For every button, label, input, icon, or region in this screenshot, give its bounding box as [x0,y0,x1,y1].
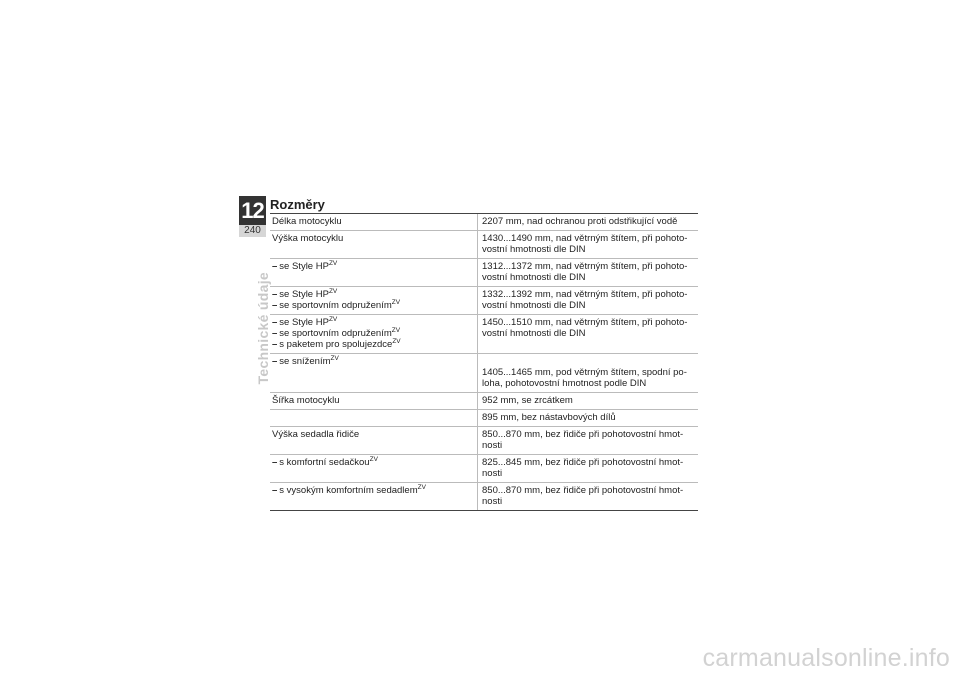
spec-label-cell [270,315,478,353]
spec-value-cell [478,315,698,353]
spec-label [272,216,473,227]
spec-label-text: Šířka motocyklu [272,395,340,406]
page-number: 240 [239,225,266,237]
spec-label [272,339,473,350]
spec-label [272,300,473,311]
dash-bullet: – [272,317,278,328]
spec-value: nosti [482,468,503,479]
spec-label-text: se sportovním odpružením [279,300,392,311]
table-row [270,231,698,259]
spec-label-text: se sportovním odpružením [279,328,392,339]
spec-label [272,289,473,300]
spec-label-text: Délka motocyklu [272,216,342,227]
spec-value: 850...870 mm, bez řidiče při pohotovostní hmot- [482,429,684,440]
spec-value: vostní hmotnosti dle DIN [482,300,586,311]
accessory-superscript: ZV [328,288,338,295]
spec-value: 850...870 mm, bez řidiče při pohotovostní hmot- [482,485,684,496]
chapter-side-label: Technické údaje [255,272,271,385]
accessory-superscript: ZV [392,338,401,345]
table-row [270,410,698,427]
table-row [270,427,698,455]
dash-bullet: – [272,356,278,367]
spec-label [272,356,473,367]
spec-value-cell [478,393,698,409]
chapter-number: 12 [239,196,266,225]
spec-label-cell [270,393,478,409]
spec-label [272,328,473,339]
spec-label-cell [270,259,478,286]
dash-bullet: – [272,289,278,300]
spec-label [272,395,473,406]
spec-label-text: Výška sedadla řidiče [272,429,360,440]
spec-value: 1312...1372 mm, nad větrným štítem, při pohoto- [482,261,688,272]
dimensions-table [270,213,698,511]
spec-value [482,356,696,367]
table-row [270,259,698,287]
table-row [270,214,698,231]
chapter-tab [239,196,266,240]
spec-label-cell [270,410,478,426]
spec-label-text: Výška motocyklu [272,233,344,244]
spec-label-cell [270,354,478,392]
accessory-superscript: ZV [391,299,401,306]
spec-value: nosti [482,496,503,507]
spec-value: vostní hmotnosti dle DIN [482,328,586,339]
spec-label-cell [270,214,478,230]
spec-label-text: s paketem pro spolujezdce [279,339,393,350]
spec-value-cell [478,483,698,510]
spec-label-cell [270,287,478,314]
table-row [270,455,698,483]
spec-value: 952 mm, se zrcátkem [482,395,573,406]
spec-value: 1450...1510 mm, nad větrným štítem, při pohoto- [482,317,688,328]
watermark: carmanualsonline.info [702,644,950,672]
dash-bullet: – [272,328,278,339]
spec-value: 1430...1490 mm, nad větrným štítem, při pohoto- [482,233,688,244]
spec-label-cell [270,427,478,454]
dash-bullet: – [272,261,278,272]
dash-bullet: – [272,485,278,496]
spec-label-text: se Style HP [279,289,329,300]
spec-label-text: se snížením [279,356,331,367]
spec-label [272,233,473,244]
section-title: Rozměry [270,197,325,212]
accessory-superscript: ZV [391,327,401,334]
spec-label-text: s komfortní sedačkou [279,457,370,468]
accessory-superscript: ZV [330,355,339,362]
spec-label [272,317,473,328]
spec-value: vostní hmotnosti dle DIN [482,244,586,255]
spec-value: vostní hmotnosti dle DIN [482,272,586,283]
spec-value: 1332...1392 mm, nad větrným štítem, při pohoto- [482,289,688,300]
spec-value-cell [478,259,698,286]
table-row [270,287,698,315]
spec-value-cell [478,231,698,258]
spec-value: 825...845 mm, bez řidiče při pohotovostní hmot- [482,457,684,468]
spec-value-cell [478,354,698,392]
spec-value-cell [478,455,698,482]
spec-value-cell [478,410,698,426]
spec-value: 895 mm, bez nástavbových dílů [482,412,616,423]
accessory-superscript: ZV [369,456,378,463]
spec-value-cell [478,287,698,314]
table-row [270,393,698,410]
spec-label-text: s vysokým komfortním sedadlem [279,485,418,496]
accessory-superscript: ZV [328,316,338,323]
table-row [270,354,698,393]
dash-bullet: – [272,339,278,350]
spec-value: loha, pohotovostní hmotnost podle DIN [482,378,647,389]
spec-label [272,429,473,440]
spec-value-cell [478,214,698,230]
dash-bullet: – [272,300,278,311]
spec-label [272,261,473,272]
spec-label-cell [270,455,478,482]
spec-value: nosti [482,440,503,451]
dash-bullet: – [272,457,278,468]
spec-label-text: se Style HP [279,261,329,272]
table-row [270,315,698,354]
accessory-superscript: ZV [417,484,426,491]
spec-label [272,485,473,496]
spec-label-text: se Style HP [279,317,329,328]
table-row [270,483,698,511]
spec-label-cell [270,483,478,510]
spec-label-cell [270,231,478,258]
accessory-superscript: ZV [328,260,338,267]
spec-value: 1405...1465 mm, pod větrným štítem, spodní po- [482,367,687,378]
spec-label [272,457,473,468]
spec-value-cell [478,427,698,454]
spec-value: 2207 mm, nad ochranou proti odstřikující vodě [482,216,678,227]
